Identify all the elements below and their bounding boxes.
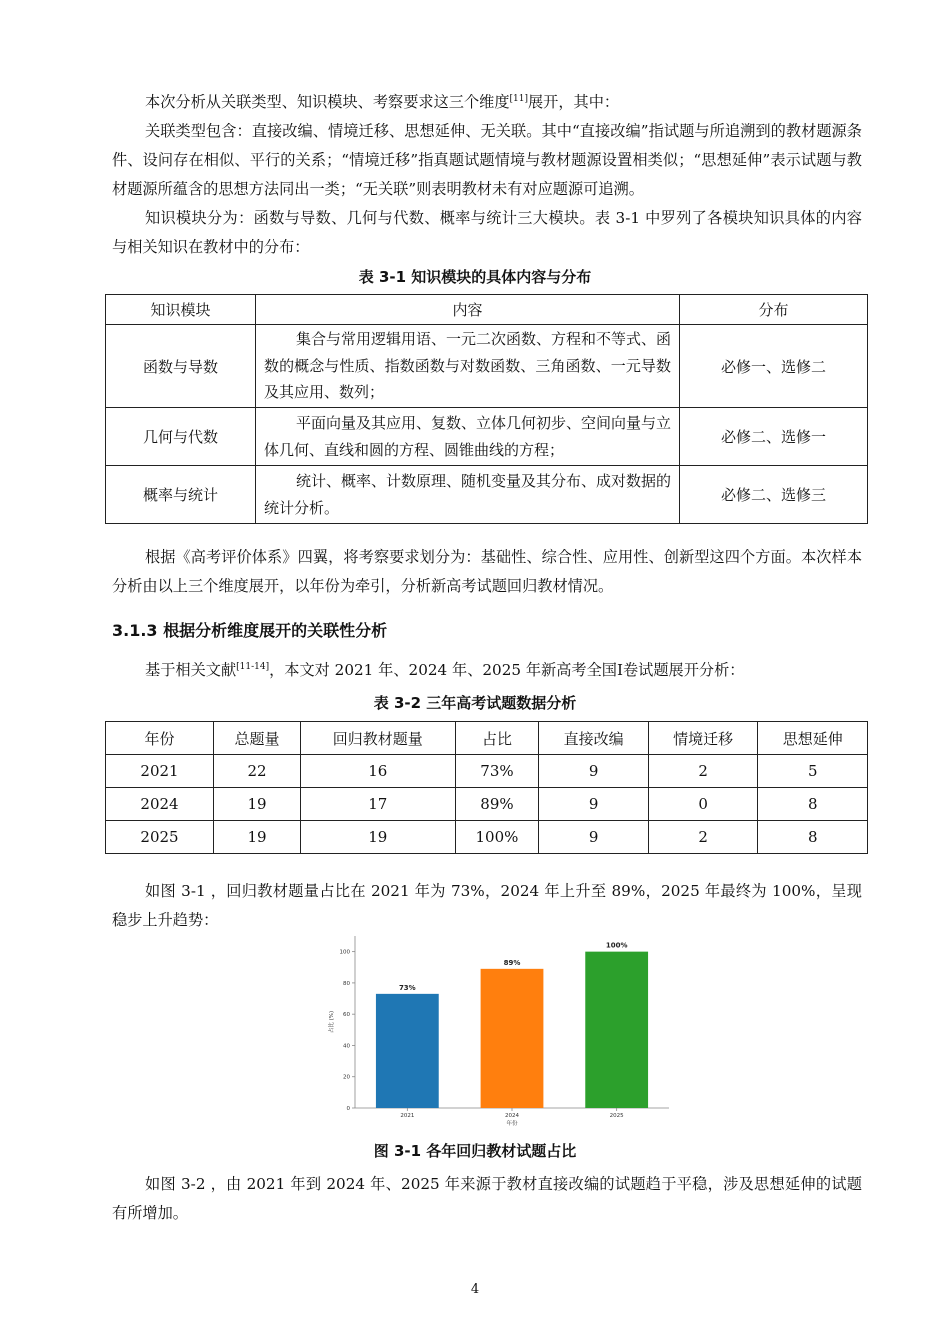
table-cell: 89%: [455, 788, 539, 821]
table-cell: 2024: [106, 788, 214, 821]
table-cell: 2: [648, 755, 758, 788]
table-header-row: [106, 722, 868, 755]
module-cell: 函数与导数: [106, 325, 256, 408]
exam-data-table: [105, 721, 868, 854]
y-tick-label: 20: [343, 1074, 350, 1081]
table-cell: 19: [301, 821, 456, 854]
table-cell: 5: [758, 755, 868, 788]
paragraph-text: 基于相关文献: [145, 661, 237, 679]
bar-data-label: 73%: [398, 983, 416, 992]
table-cell: 22: [214, 755, 301, 788]
table-cell: 8: [758, 821, 868, 854]
paragraph-relation-types: 关联类型包含：直接改编、情境迁移、思想延伸、无关联。其中“直接改编”指试题与所追溯到的教材题源条件、设问存在相似、平行的关系；“情境迁移”指真题试题情境与教材题源设置相类似；“思想延伸”表示试题与教材题源所蕴含的思想方法同出一类；“无关联”则表明教材未有对应题源可追溯。: [112, 122, 862, 198]
bar-chart: [323, 930, 679, 1130]
table-cell: 8: [758, 788, 868, 821]
y-tick-label: 40: [343, 1043, 350, 1050]
table-cell: 73%: [455, 755, 539, 788]
bar-2025: [585, 952, 648, 1108]
table-cell: 100%: [455, 821, 539, 854]
distribution-cell: 必修二、选修一: [680, 408, 868, 466]
section-heading: 3.1.3 根据分析维度展开的关联性分析: [112, 621, 388, 640]
table-row: [106, 466, 868, 524]
content-cell: 平面向量及其应用、复数、立体几何初步、空间向量与立体几何、直线和圆的方程、圆锥曲线的方程；: [256, 408, 680, 466]
y-tick-label: 100: [339, 949, 350, 956]
paragraph-text: 展开，其中：: [527, 93, 620, 111]
table-header-cell: 总题量: [214, 722, 301, 755]
table-cell: 9: [539, 788, 649, 821]
table-header-cell: 情境迁移: [648, 722, 758, 755]
paragraph-requirements: 根据《高考评价体系》四翼，将考察要求划分为：基础性、综合性、应用性、创新型这四个方面。本次样本分析由以上三个维度展开，以年份为牵引，分析新高考试题回归教材情况。: [112, 548, 862, 595]
table-cell: 19: [214, 821, 301, 854]
table-header-cell: 回归教材题量: [301, 722, 456, 755]
table-cell: 16: [301, 755, 456, 788]
paragraph-text: 本次分析从关联类型、知识模块、考察要求这三个维度: [145, 93, 510, 111]
table2-caption: 表 3-2 三年高考试题数据分析: [373, 694, 577, 712]
table-row: [106, 408, 868, 466]
content-cell: 统计、概率、计数原理、随机变量及其分布、成对数据的统计分析。: [256, 466, 680, 524]
bar-2024: [481, 969, 544, 1108]
y-tick-label: 80: [343, 980, 350, 987]
table-cell: 2025: [106, 821, 214, 854]
table-header-cell: 占比: [455, 722, 539, 755]
citation: [11]: [509, 93, 528, 104]
paragraph-figure-intro: 如图 3-1 ，回归教材题量占比在 2021 年为 73%，2024 年上升至 89%，2025 年最终为 100%，呈现稳步上升趋势：: [112, 882, 862, 929]
paragraph-dimensions: [112, 88, 862, 117]
table-row: [106, 325, 868, 408]
table-cell: 17: [301, 788, 456, 821]
x-tick-label: 2021: [400, 1113, 415, 1119]
y-tick-label: 60: [343, 1012, 350, 1019]
y-tick-label: 0: [346, 1106, 350, 1112]
table-row: [106, 755, 868, 788]
table-cell: 19: [214, 788, 301, 821]
distribution-cell: 必修一、选修二: [680, 325, 868, 408]
table-header-row: [106, 295, 868, 325]
x-axis-label: 年份: [506, 1121, 518, 1127]
y-axis-label: 占比 (%): [329, 1010, 335, 1034]
distribution-cell: 必修二、选修三: [680, 466, 868, 524]
table-cell: 2: [648, 821, 758, 854]
table-header-cell: 分布: [680, 295, 868, 325]
page-number: 4: [470, 1282, 480, 1297]
paragraph-literature: [112, 656, 862, 685]
citation: [11-14]: [236, 661, 270, 672]
bar-data-label: 100%: [605, 941, 628, 950]
table-header-cell: 直接改编: [539, 722, 649, 755]
table-header-cell: 年份: [106, 722, 214, 755]
bar-2021: [376, 994, 439, 1108]
table-cell: 2021: [106, 755, 214, 788]
table-header-cell: 内容: [256, 295, 680, 325]
table-row: [106, 788, 868, 821]
paragraph-conclusion: 如图 3-2 ，由 2021 年到 2024 年、2025 年来源于教材直接改编的试题趋于平稳，涉及思想延伸的试题有所增加。: [112, 1175, 862, 1222]
table-row: [106, 821, 868, 854]
bar-data-label: 89%: [503, 958, 521, 967]
x-tick-label: 2024: [505, 1113, 519, 1119]
table-cell: 9: [539, 755, 649, 788]
module-cell: 几何与代数: [106, 408, 256, 466]
content-cell: 集合与常用逻辑用语、一元二次函数、方程和不等式、函数的概念与性质、指数函数与对数函数、三角函数、一元导数及其应用、数列；: [256, 325, 680, 408]
table-header-cell: 知识模块: [106, 295, 256, 325]
paragraph-knowledge-modules: 知识模块分为：函数与导数、几何与代数、概率与统计三大模块。表 3-1 中罗列了各模块知识具体的内容与相关知识在教材中的分布：: [112, 209, 862, 256]
table-cell: 9: [539, 821, 649, 854]
figure-caption: 图 3-1 各年回归教材试题占比: [373, 1142, 577, 1160]
table1-caption: 表 3-1 知识模块的具体内容与分布: [358, 268, 592, 286]
table-header-cell: 思想延伸: [758, 722, 868, 755]
module-cell: 概率与统计: [106, 466, 256, 524]
paragraph-text: ，本文对 2021 年、2024 年、2025 年新高考全国Ⅰ卷试题展开分析：: [269, 661, 745, 679]
knowledge-module-table: [105, 294, 868, 524]
x-tick-label: 2025: [609, 1113, 624, 1119]
table-cell: 0: [648, 788, 758, 821]
